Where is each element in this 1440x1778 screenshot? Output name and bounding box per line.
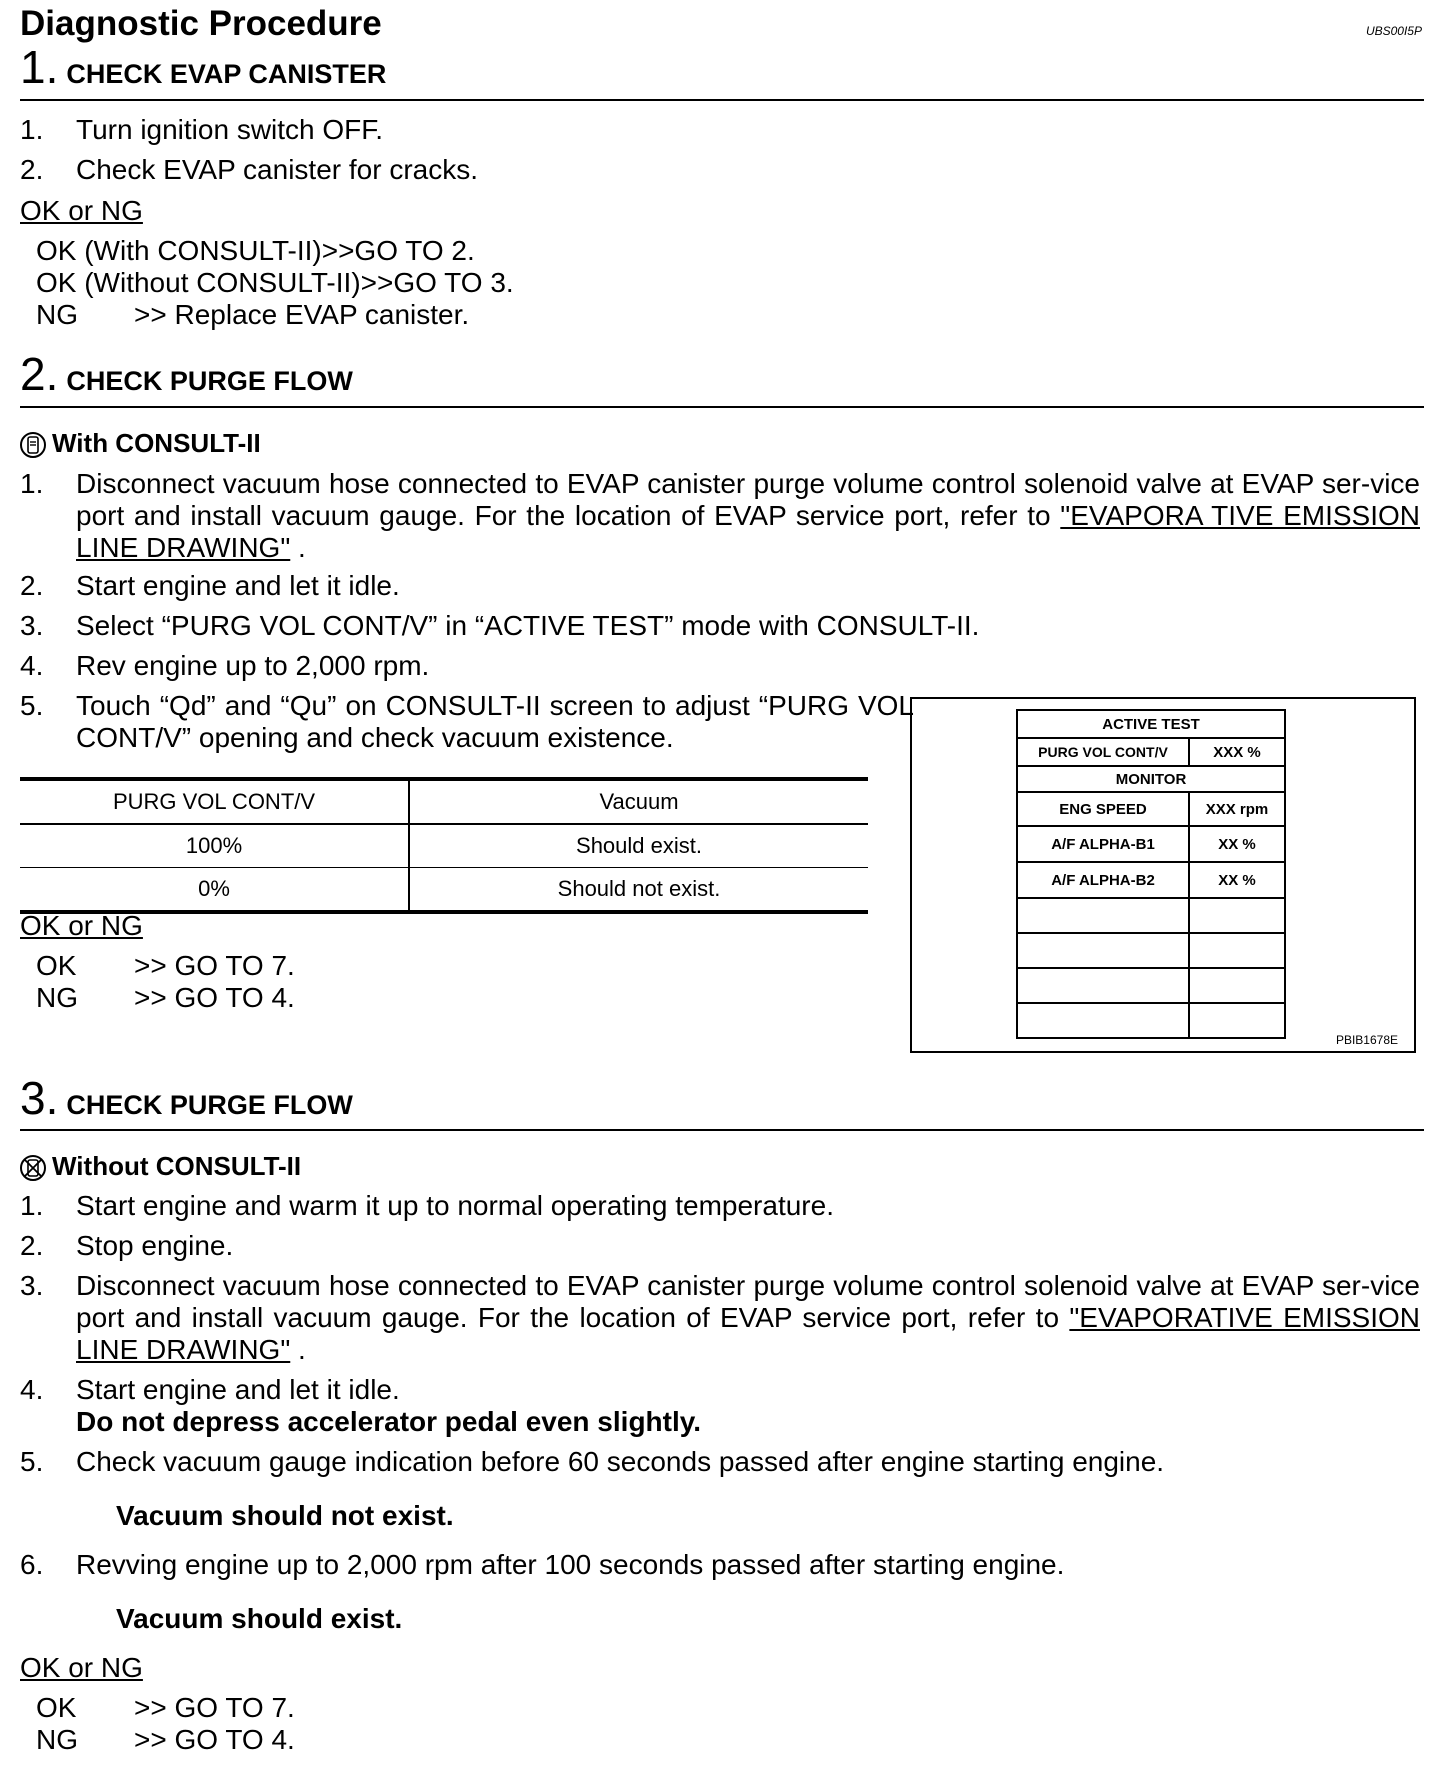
step1-ok-ng-label: OK or NG [20,195,143,226]
step2-divider [20,406,1424,408]
purg-label: PURG VOL CONT/V [1017,738,1189,766]
step2-ok-ng-label: OK or NG [20,910,143,941]
empty-cell [1189,1003,1285,1038]
step1-divider [20,99,1424,101]
step1-result-1 [36,235,475,267]
item-text: Stop engine. [76,1230,234,1261]
spec-vacuum: Vacuum should exist. [116,1603,403,1634]
item-number: 2. [20,570,44,601]
step1-title: CHECK EVAP CANISTER [66,59,387,89]
item-number: 3. [20,1270,44,1301]
table-cell: 100% [20,824,409,868]
item-text-body: Disconnect vacuum hose connected to EVAP canister purge volume control solenoid valve at EVAP ser-vice port and install vacuum gauge. For the location of EVAP service port, refer to [76,468,1420,531]
item-text [76,468,1420,564]
step1-number: 1. [20,41,59,93]
item-text: Start engine and let it idle. [76,570,400,601]
table-cell: Should not exist. [557,876,721,901]
result-key: NG [36,1724,78,1755]
with-consult-subheading [20,428,261,459]
active-test-header: ACTIVE TEST [1017,710,1285,738]
item-text-end: . [290,532,306,563]
step2-item-1 [20,468,1420,564]
item-number: 2. [20,1230,44,1261]
empty-cell [1189,898,1285,933]
step3-number: 3. [20,1072,59,1124]
result-key: OK [36,1692,77,1723]
step2-result-ng [36,982,295,1014]
result-value: >> GO TO 4. [134,1724,295,1755]
step2-number: 2. [20,348,59,400]
monitor-value: XXX rpm [1189,792,1285,826]
consult-screen-table [1016,709,1286,1039]
item-text [76,1374,1420,1438]
empty-cell [1017,933,1189,968]
empty-cell [1189,933,1285,968]
consult-tester-icon [20,432,46,458]
empty-cell [1017,898,1189,933]
table-cell: Should exist. [576,833,702,858]
item-number: 4. [20,650,44,681]
item-number: 1. [20,114,44,145]
evap-drawing-link[interactable]: "EVAPORA TIVE EMISSION LINE DRAWING" [76,500,1420,563]
result-key: OK [36,950,77,981]
item-number: 5. [20,690,44,721]
result-key: OK (Without CONSULT-II)>>GO TO 3. [36,267,514,298]
table-header-vacuum: Vacuum [599,789,679,814]
item-text: Revving engine up to 2,000 rpm after 100 seconds passed after starting engine. [76,1549,1065,1580]
item-number: 4. [20,1374,44,1405]
result-key: NG [36,299,78,330]
item-text: Start engine and warm it up to normal operating temperature. [76,1190,834,1221]
step3-result-ng [36,1724,295,1756]
result-key: NG [36,982,78,1013]
without-consult-subheading [20,1151,301,1182]
item-text [76,1270,1420,1366]
with-consult-label: With CONSULT-II [52,428,261,458]
step3-divider [20,1129,1424,1131]
consult-screen-figure [910,697,1416,1053]
result-value: >> GO TO 4. [134,982,295,1013]
step3-item-3 [20,1270,1420,1366]
item-number: 1. [20,1190,44,1221]
step2-result-ok [36,950,295,982]
spec-no-vacuum: Vacuum should not exist. [116,1500,454,1531]
item-number: 1. [20,468,44,499]
item-text-body: Disconnect vacuum hose connected to EVAP canister purge volume control solenoid valve at EVAP ser-vice port and install vacuum gauge. For the location of EVAP service port, refer to [76,1270,1420,1333]
step3-item-4 [20,1374,1420,1438]
page-title: Diagnostic Procedure [20,4,382,43]
result-value: >> GO TO 7. [134,950,295,981]
step3-title: CHECK PURGE FLOW [66,1090,353,1120]
result-value: >> Replace EVAP canister. [134,299,470,330]
step1-heading [20,41,387,93]
item-number: 3. [20,610,44,641]
monitor-value: XX % [1189,826,1285,862]
item-text: Rev engine up to 2,000 rpm. [76,650,430,681]
item-text-end: . [290,1334,306,1365]
item-text: Select “PURG VOL CONT/V” in “ACTIVE TEST” mode with CONSULT-II. [76,610,980,641]
item-text: Check EVAP canister for cracks. [76,154,478,185]
item-number: 5. [20,1446,44,1477]
monitor-value: XX % [1189,862,1285,898]
table-header-purg: PURG VOL CONT/V [20,779,409,824]
evap-drawing-link[interactable]: "EVAPORATIVE EMISSION LINE DRAWING" [76,1302,1420,1365]
empty-cell [1189,968,1285,1003]
item-text: Touch “Qd” and “Qu” on CONSULT-II screen to adjust “PURG VOL CONT/V” opening and check vacuum existence. [76,690,914,753]
empty-cell [1017,1003,1189,1038]
monitor-header: MONITOR [1017,766,1285,792]
item-number: 2. [20,154,44,185]
monitor-label: A/F ALPHA-B2 [1017,862,1189,898]
item-text-body: Start engine and let it idle. [76,1374,400,1405]
empty-cell [1017,968,1189,1003]
step3-heading [20,1072,353,1124]
monitor-label: A/F ALPHA-B1 [1017,826,1189,862]
document-code: UBS00I5P [1365,24,1422,38]
item-number: 6. [20,1549,44,1580]
table-row [20,868,868,913]
purg-value: XXX % [1189,738,1285,766]
caution-text: Do not depress accelerator pedal even slightly. [76,1406,702,1437]
table-header-row [20,779,868,824]
without-consult-label: Without CONSULT-II [52,1151,302,1181]
step3-ok-ng-label: OK or NG [20,1652,143,1683]
item-text: Check vacuum gauge indication before 60 seconds passed after engine starting engine. [76,1446,1165,1477]
result-key: OK (With CONSULT-II)>>GO TO 2. [36,235,475,266]
table-row [20,824,868,868]
step1-result-3 [36,299,469,331]
vacuum-table [20,777,868,914]
result-value: >> GO TO 7. [134,1692,295,1723]
item-text: Turn ignition switch OFF. [76,114,384,145]
figure-code: PBIB1678E [1335,1033,1398,1047]
table-cell: 0% [20,868,409,913]
no-consult-tester-icon [20,1155,46,1181]
monitor-label: ENG SPEED [1017,792,1189,826]
step3-result-ok [36,1692,295,1724]
step1-result-2 [36,267,514,299]
step2-title: CHECK PURGE FLOW [66,366,353,396]
step2-heading [20,348,353,400]
